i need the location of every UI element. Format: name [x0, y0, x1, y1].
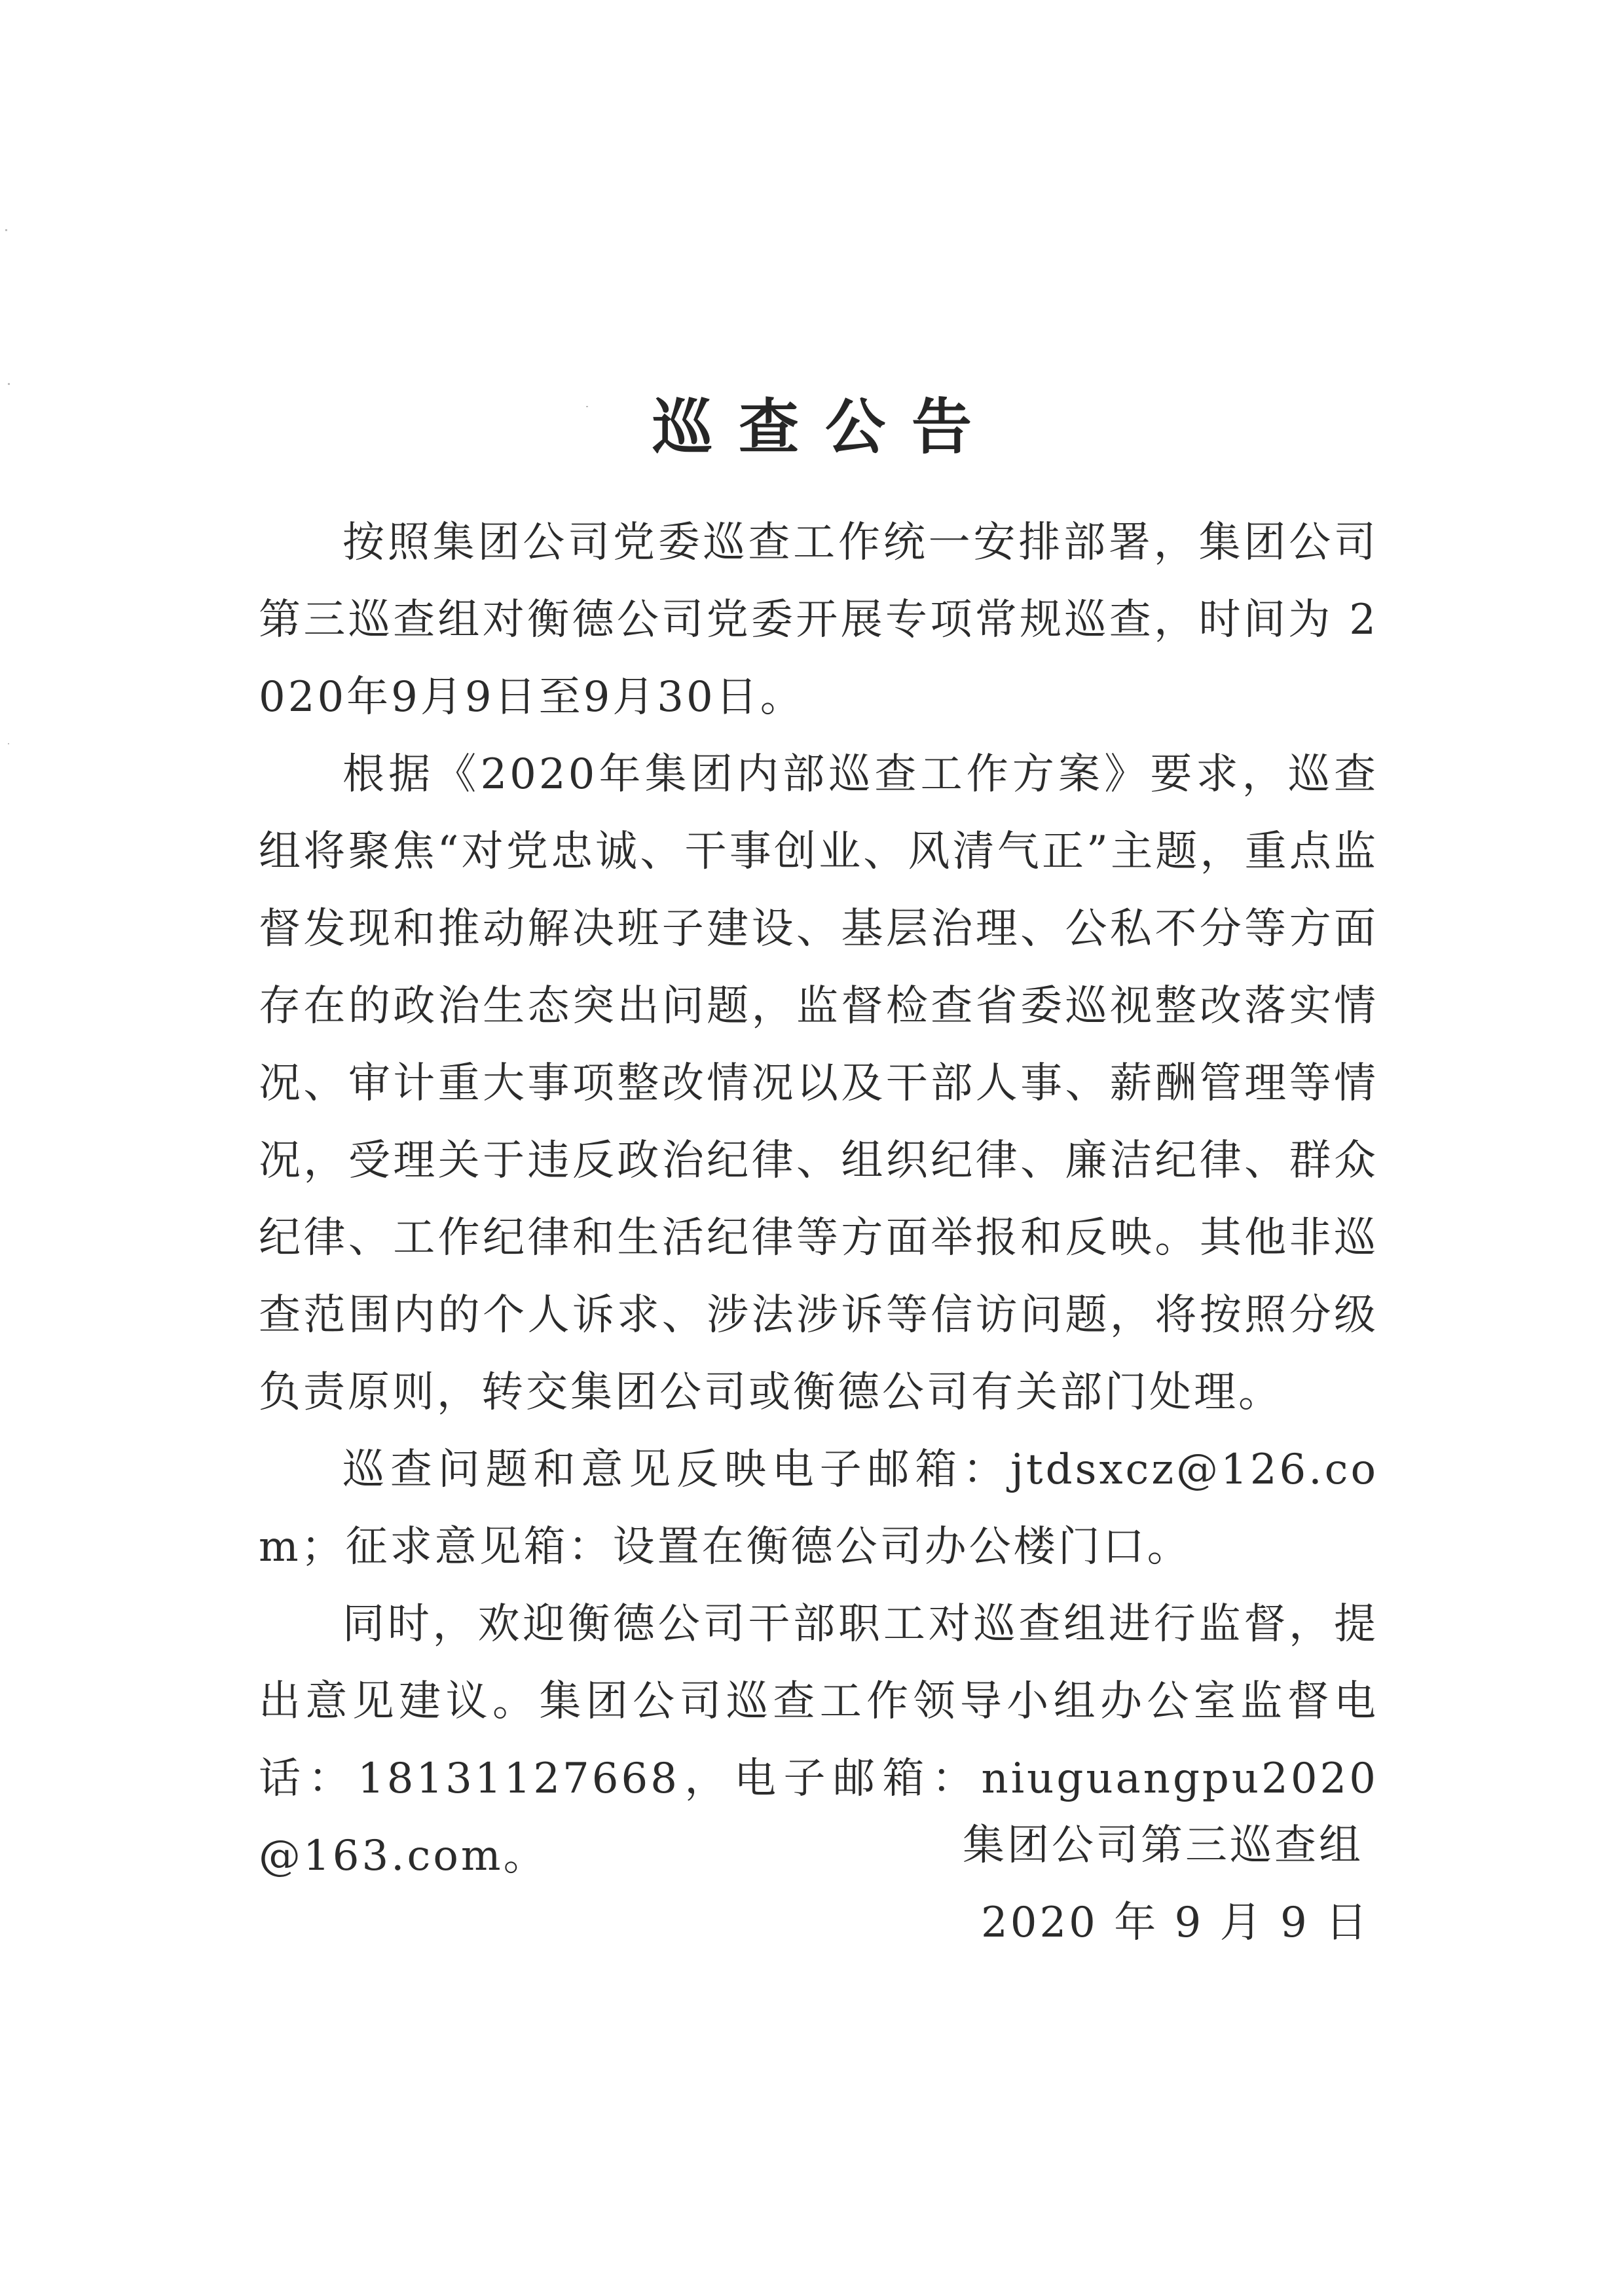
signature-date: 2020 年 9 月 9 日 — [981, 1899, 1371, 1947]
signature-organization: 集团公司第三巡查组 — [963, 1821, 1363, 1870]
document-body — [259, 504, 1378, 1895]
paragraph-contact-mailbox: 巡查问题和意见反映电子邮箱：jtdsxcz@126.com；征求意见箱：设置在衡德公司办公楼门口。 — [259, 1446, 1378, 1571]
scan-speck — [8, 743, 9, 744]
document-title: 巡查公告 — [652, 391, 998, 462]
signature-block — [963, 1807, 1421, 1961]
paragraph-scope: 根据《2020年集团内部巡查工作方案》要求，巡查组将聚焦“对党忠诚、干事创业、风清气正”主题，重点监督发现和推动解决班子建设、基层治理、公私不分等方面存在的政治生态突出问题，监督检查省委巡视整改落实情况、审计重大事项整改情况以及干部人事、薪酬管理等情况，受理关于违反政治纪律、组织纪律、廉洁纪律、群众纪律、工作纪律和生活纪律等方面举报和反映。其他非巡查范围内的个人诉求、涉法涉诉等信访问题，将按照分级负责原则，转交集团公司或衡德公司有关部门处理。 — [259, 750, 1378, 1417]
paragraph-schedule: 按照集团公司党委巡查工作统一安排部署，集团公司第三巡查组对衡德公司党委开展专项常规巡查，时间为 2020年9月9日至9月30日。 — [259, 519, 1378, 721]
paragraph-supervision-contact: 同时，欢迎衡德公司干部职工对巡查组进行监督，提出意见建议。集团公司巡查工作领导小组办公室监督电话：18131127668，电子邮箱：niuguangpu2020@163.com。 — [259, 1600, 1378, 1880]
scan-speck — [5, 229, 7, 231]
scan-speck — [8, 383, 10, 385]
